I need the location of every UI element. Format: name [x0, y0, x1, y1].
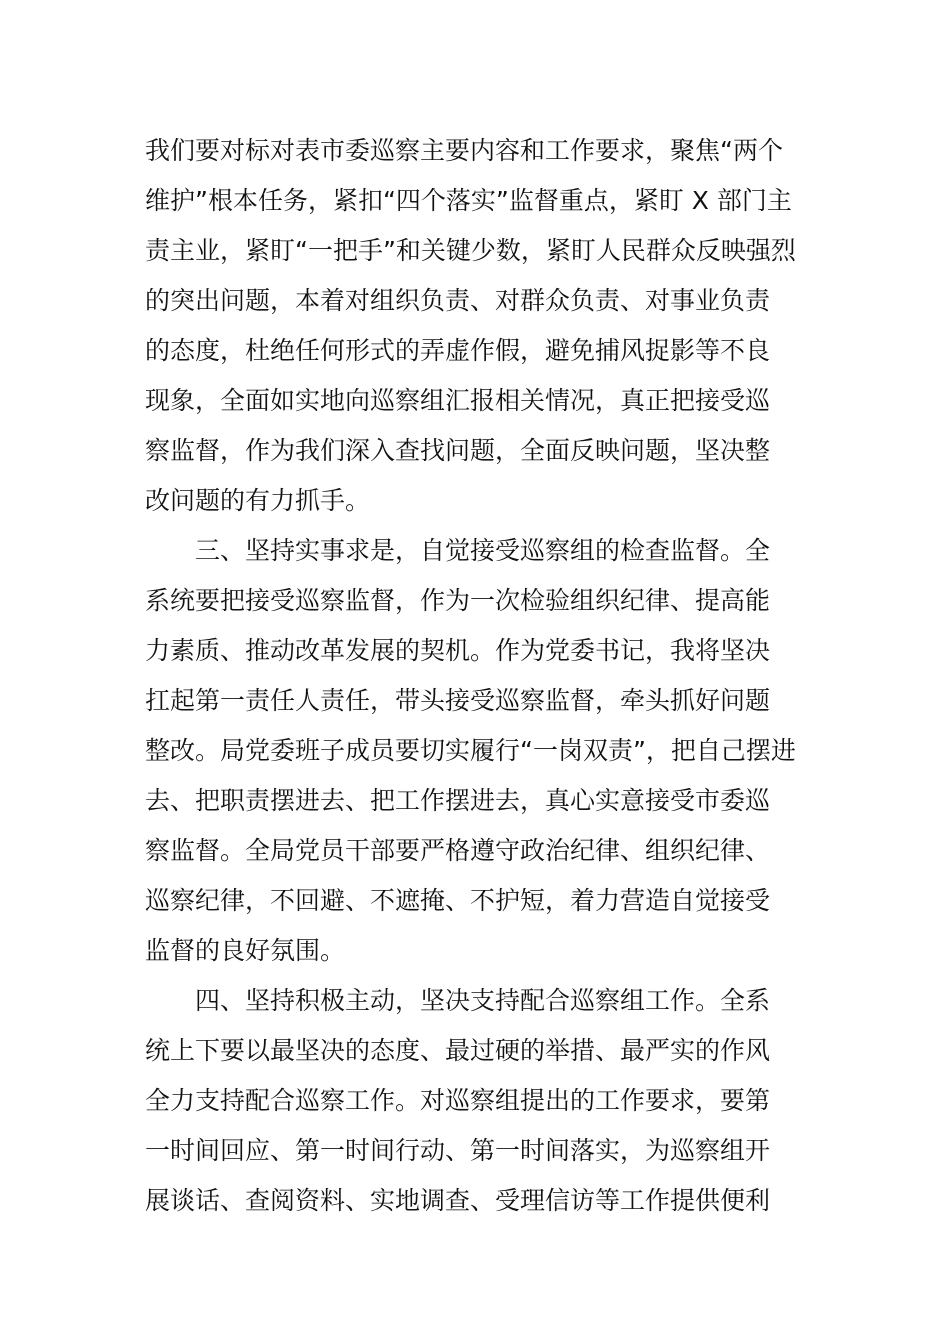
text-line-22: 展谈话、查阅资料、实地调查、受理信访等工作提供便利 — [145, 1186, 771, 1215]
text-line-2: 维护”根本任务，紧扣“四个落实”监督重点，紧盯 X 部门主 — [145, 186, 792, 215]
text-line-20: 全力支持配合巡察工作。对巡察组提出的工作要求，要第 — [145, 1086, 771, 1115]
text-line-19: 统上下要以最坚决的态度、最过硬的举措、最严实的作风 — [145, 1036, 771, 1065]
text-line-9: 三、坚持实事求是，自觉接受巡察组的检查监督。全 — [145, 536, 771, 565]
text-line-15: 察监督。全局党员干部要严格遵守政治纪律、组织纪律、 — [145, 836, 771, 865]
text-line-16: 巡察纪律，不回避、不遮掩、不护短，着力营造自觉接受 — [145, 886, 771, 915]
text-line-11: 力素质、推动改革发展的契机。作为党委书记，我将坚决 — [145, 636, 771, 665]
text-line-21: 一时间回应、第一时间行动、第一时间落实，为巡察组开 — [145, 1136, 771, 1165]
text-line-1: 我们要对标对表市委巡察主要内容和工作要求，聚焦“两个 — [145, 136, 783, 165]
text-line-3: 责主业，紧盯“一把手”和关键少数，紧盯人民群众反映强烈 — [145, 236, 796, 265]
text-line-13: 整改。局党委班子成员要切实履行“一岗双责”，把自己摆进 — [145, 736, 796, 765]
text-line-10: 系统要把接受巡察监督，作为一次检验组织纪律、提高能 — [145, 586, 771, 615]
text-line-12: 扛起第一责任人责任，带头接受巡察监督，牵头抓好问题 — [145, 686, 771, 715]
text-line-7: 察监督，作为我们深入查找问题，全面反映问题，坚决整 — [145, 436, 771, 465]
text-line-14: 去、把职责摆进去、把工作摆进去，真心实意接受市委巡 — [145, 786, 771, 815]
text-line-17: 监督的良好氛围。 — [145, 936, 346, 965]
text-line-5: 的态度，杜绝任何形式的弄虚作假，避免捕风捉影等不良 — [145, 336, 771, 365]
text-line-6: 现象，全面如实地向巡察组汇报相关情况，真正把接受巡 — [145, 386, 771, 415]
document-body — [145, 126, 815, 1226]
text-line-18: 四、坚持积极主动，坚决支持配合巡察组工作。全系 — [145, 986, 771, 1015]
text-line-4: 的突出问题，本着对组织负责、对群众负责、对事业负责 — [145, 286, 771, 315]
text-line-8: 改问题的有力抓手。 — [145, 486, 371, 515]
